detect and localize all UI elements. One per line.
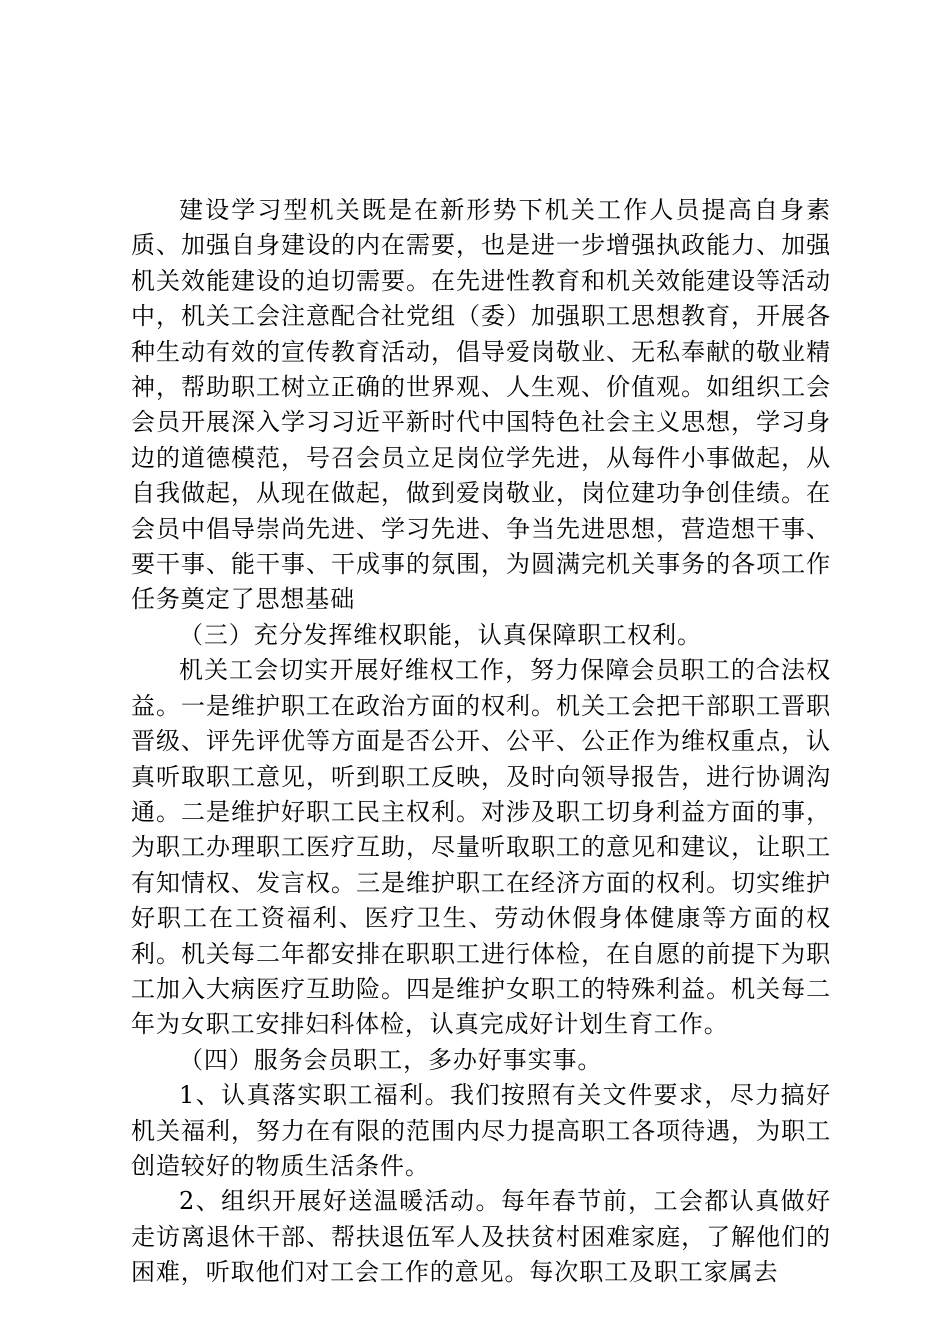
paragraph-warmth-activity: 2、组织开展好送温暖活动。每年春节前，工会都认真做好走访离退休干部、帮扶退伍军人及扶贫村困难家庭，了解他们的困难，听取他们对工会工作的意见。每次职工及职工家属去 xyxy=(131,1187,831,1287)
section-heading-rights: （三）充分发挥维权职能，认真保障职工权利。 xyxy=(179,620,702,649)
paragraph-rights-protection: 机关工会切实开展好维权工作，努力保障会员职工的合法权益。一是维护职工在政治方面的权利。机关工会把干部职工晋职晋级、评先评优等方面是否公开、公平、公正作为维权重点，认真听取职工意见，听到职工反映，及时向领导报告，进行协调沟通。二是维护好职工民主权利。对涉及职工切身利益方面的事，为职工办理职工医疗互助，尽量听取职工的意见和建议，让职工有知情权、发言权。三是维护职工在经济方面的权利。切实维护好职工在工资福利、医疗卫生、劳动休假身体健康等方面的权利。机关每二年都安排在职职工进行体检，在自愿的前提下为职工加入大病医疗互助险。四是维护女职工的特殊利益。机关每二年为女职工安排妇科体检，认真完成好计划生育工作。 xyxy=(131,656,831,1039)
paragraph-welfare: 1、认真落实职工福利。我们按照有关文件要求，尽力搞好机关福利，努力在有限的范围内尽力提高职工各项待遇，为职工创造较好的物质生活条件。 xyxy=(131,1081,831,1180)
section-heading-service: （四）服务会员职工，多办好事实事。 xyxy=(179,1045,603,1074)
document-body xyxy=(131,193,831,1291)
paragraph-learning-organization: 建设学习型机关既是在新形势下机关工作人员提高自身素质、加强自身建设的内在需要，也是进一步增强执政能力、加强机关效能建设的迫切需要。在先进性教育和机关效能建设等活动中，机关工会注意配合社党组（委）加强职工思想教育，开展各种生动有效的宣传教育活动，倡导爱岗敬业、无私奉献的敬业精神，帮助职工树立正确的世界观、人生观、价值观。如组织工会会员开展深入学习习近平新时代中国特色社会主义思想，学习身边的道德模范，号召会员立足岗位学先进，从每件小事做起，从自我做起，从现在做起，做到爱岗敬业，岗位建功争创佳绩。在会员中倡导崇尚先进、学习先进、争当先进思想，营造想干事、要干事、能干事、干成事的氛围，为圆满完机关事务的各项工作任务奠定了思想基础 xyxy=(131,196,831,614)
